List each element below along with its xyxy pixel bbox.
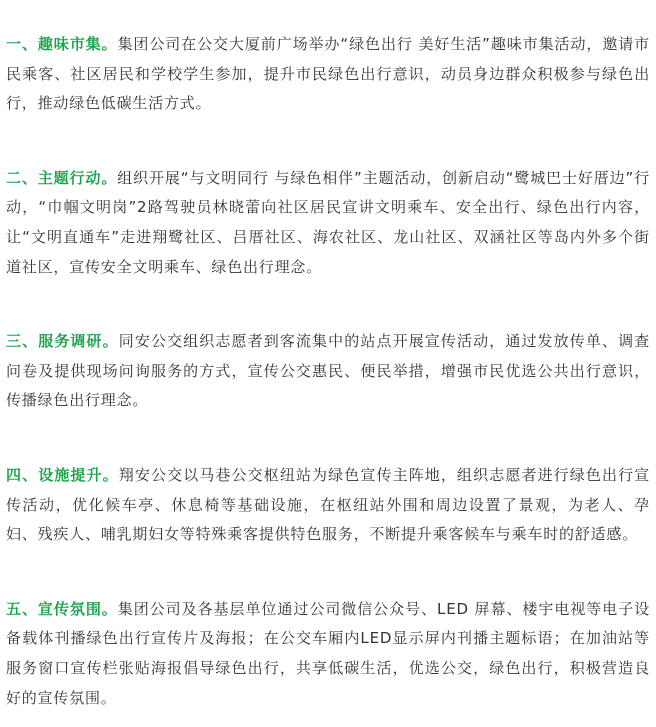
section-trendy-market [6,30,650,119]
section-publicity-atmosphere [6,595,650,713]
section-text: 组织开展“与文明同行 与绿色相伴”主题活动，创新启动“鹭城巴士好厝边”行动，“巾帼文明岗”2路驾驶员林晓蕾向社区居民宣讲文明乘车、安全出行、绿色出行内容，让“文明直通车”走进翔鹭社区、吕厝社区、海农社区、龙山社区、双涵社区等岛内外多个街道社区，宣传安全文明乘车、绿色出行理念。 [6,168,651,276]
section-text: 集团公司及各基层单位通过公司微信公众号、LED 屏幕、楼宇电视等电子设备载体刊播绿色出行宣传片及海报；在公交车厢内LED显示屏内刊播主题标语；在加油站等服务窗口宣传栏张贴海报倡导绿色出行，共享低碳生活，优选公交，绿色出行，积极营造良好的宣传氛围。 [6,599,650,707]
section-text: 集团公司在公交大厦前广场举办“绿色出行 美好生活”趣味市集活动，邀请市民乘客、社区居民和学校学生参加，提升市民绿色出行意识，动员身边群众积极参与绿色出行，推动绿色低碳生活方式。 [6,35,650,113]
section-heading: 五、宣传氛围。 [6,599,118,618]
section-heading: 二、主题行动。 [6,168,118,187]
section-service-survey [6,327,650,416]
section-theme-action [6,164,650,282]
section-text: 同安公交组织志愿者到客流集中的站点开展宣传活动，通过发放传单、调查问卷及提供现场问询服务的方式，宣传公交惠民、便民举措，增强市民优选公共出行意识，传播绿色出行理念。 [6,332,651,410]
section-text: 翔安公交以马巷公交枢纽站为绿色宣传主阵地，组织志愿者进行绿色出行宣传活动，优化候车亭、休息椅等基础设施，在枢纽站外围和周边设置了景观，为老人、孕妇、残疾人、哺乳期妇女等特殊乘客提供特色服务，不断提升乘客候车与乘车时的舒适感。 [6,465,651,544]
section-heading: 四、设施提升。 [6,465,119,484]
section-facility-upgrade [6,461,650,550]
section-heading: 三、服务调研。 [6,332,119,351]
section-heading: 一、趣味市集。 [6,35,118,53]
